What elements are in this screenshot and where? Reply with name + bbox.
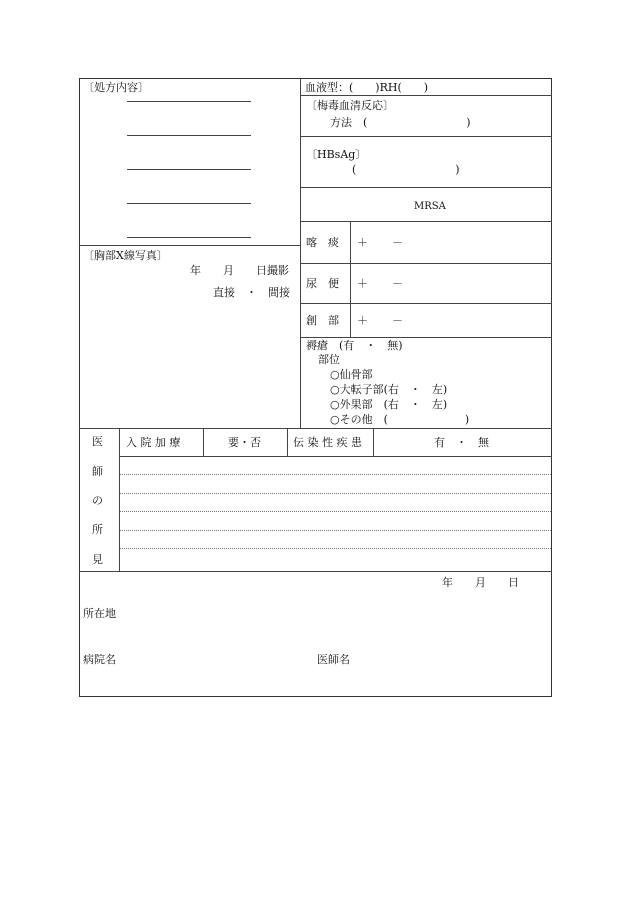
sputum-plus[interactable]: ＋ [357, 236, 368, 249]
findings-char-2: 師 [92, 465, 103, 478]
doctor-label: 医師名 [317, 653, 350, 666]
sputum-label: 喀 痰 [306, 236, 339, 249]
findings-line-2[interactable] [120, 493, 551, 494]
hbsag-heading: 〔HBsAg〕 [306, 148, 367, 161]
wound-minus[interactable]: － [392, 314, 403, 327]
xray-date: 年 月 日撮影 [190, 264, 289, 277]
findings-line-3[interactable] [120, 511, 551, 512]
prescription-line-1[interactable] [127, 101, 251, 102]
admission-value[interactable]: 要・否 [228, 436, 261, 449]
urine-minus[interactable]: － [392, 277, 403, 290]
findings-line-4[interactable] [120, 530, 551, 531]
findings-char-5: 見 [92, 553, 103, 566]
prescription-line-2[interactable] [127, 135, 251, 136]
bedsore-item-trochanter[interactable]: ○大転子部(右 ・ 左) [330, 383, 448, 396]
findings-char-4: 所 [92, 523, 103, 536]
wound-label: 創 部 [306, 314, 339, 327]
address-label: 所在地 [83, 607, 116, 620]
sputum-minus[interactable]: － [392, 236, 403, 249]
prescription-heading: 〔処方内容〕 [83, 81, 149, 94]
syphilis-method: 方法 ( ) [330, 116, 471, 129]
syphilis-heading: 〔梅毒血清反応〕 [306, 99, 394, 112]
infection-label: 伝 染 性 疾 患 [293, 436, 362, 449]
mrsa-divider [300, 221, 552, 222]
prescription-line-5[interactable] [127, 237, 251, 238]
infection-divider [373, 428, 374, 456]
xray-divider [79, 245, 300, 246]
findings-side-divider [119, 428, 120, 571]
sputum-divider [300, 263, 552, 264]
infection-value[interactable]: 有 ・ 無 [434, 436, 489, 449]
prescription-line-4[interactable] [127, 203, 251, 204]
urine-label: 尿 便 [306, 277, 339, 290]
findings-char-3: の [92, 494, 103, 507]
bedsore-item-malleolus[interactable]: ○外果部 (右 ・ 左) [330, 398, 448, 411]
column-divider [300, 78, 301, 428]
footer-date: 年 月 日 [442, 576, 519, 589]
form-frame [79, 78, 552, 697]
urine-divider [300, 303, 552, 304]
hbsag-divider [300, 187, 552, 188]
footer-divider [79, 571, 552, 572]
bedsore-item-sacrum[interactable]: ○仙骨部 [330, 368, 373, 381]
bedsore-item-other[interactable]: ○その他 ( ) [330, 413, 470, 426]
xray-heading: 〔胸部X線写真〕 [83, 249, 168, 262]
bedsore-heading: 褥瘡 (有 ・ 無) [306, 339, 403, 352]
blood-divider [300, 95, 552, 96]
xray-mode: 直接 ・ 間接 [213, 286, 290, 299]
syphilis-divider [300, 136, 552, 137]
findings-header-divider [119, 456, 552, 457]
mrsa-row-divider [350, 221, 351, 337]
admission-value-divider [287, 428, 288, 456]
hbsag-paren: ( ) [352, 163, 460, 176]
admission-label: 入 院 加 療 [126, 436, 181, 449]
mrsa-label: MRSA [414, 201, 446, 212]
urine-plus[interactable]: ＋ [357, 277, 368, 290]
admission-divider [203, 428, 204, 456]
bedsore-site: 部位 [318, 353, 340, 366]
wound-divider [300, 337, 552, 338]
findings-char-1: 医 [92, 435, 103, 448]
wound-plus[interactable]: ＋ [357, 314, 368, 327]
blood-type: 血液型：( )RH( ) [305, 81, 429, 94]
prescription-line-3[interactable] [127, 169, 251, 170]
findings-top-divider [79, 428, 552, 429]
findings-line-1[interactable] [120, 474, 551, 475]
findings-line-5[interactable] [120, 548, 551, 549]
hospital-label: 病院名 [83, 653, 116, 666]
